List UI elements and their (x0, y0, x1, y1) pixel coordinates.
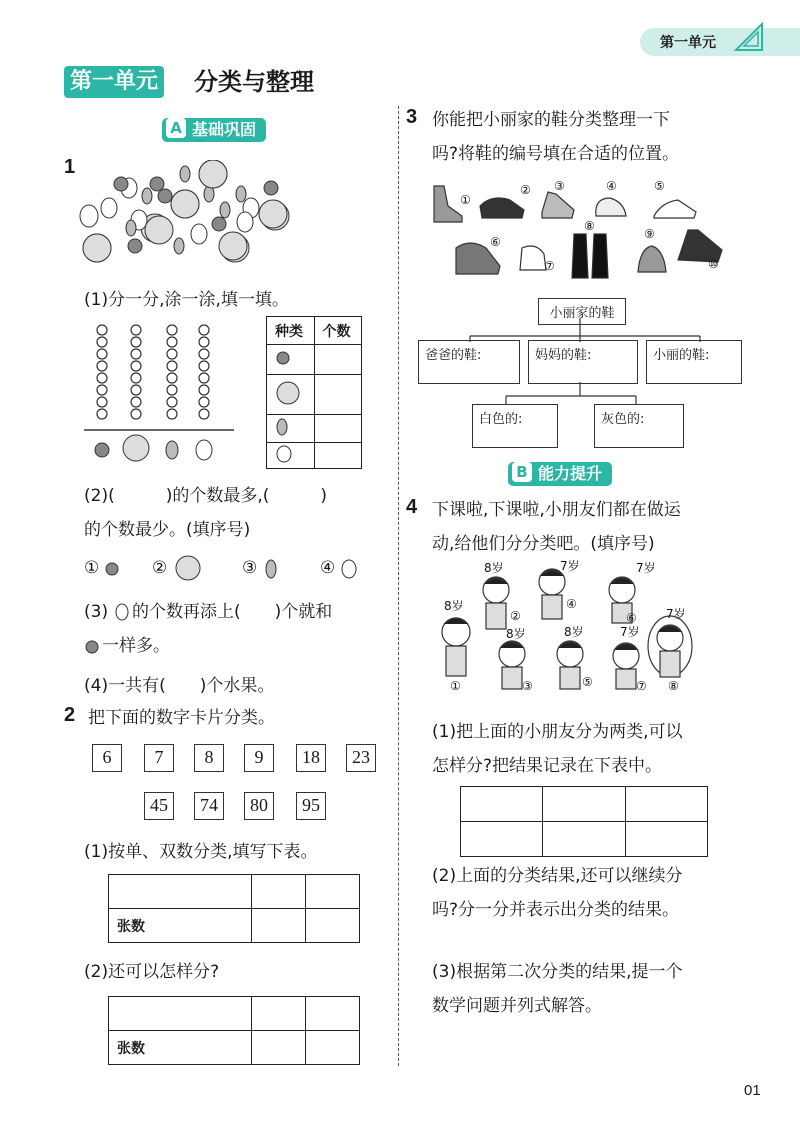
q2-number: 2 (64, 704, 76, 726)
column-2 (131, 325, 141, 419)
strawberry-icon (267, 345, 315, 375)
answer-cell[interactable] (461, 787, 543, 822)
q4-prompt-line2: 动,给他们分分类吧。(填序号) (432, 534, 655, 554)
answer-cell[interactable] (109, 875, 252, 909)
q4-part2-line2: 吗?分一分并表示出分类的结果。 (432, 900, 680, 920)
child-label: ⑧ (668, 679, 679, 693)
tree-root: 小丽家的鞋 (538, 298, 626, 325)
shoe-9 (638, 246, 666, 272)
q1-part3-end: 一样多。 (102, 636, 170, 656)
page-title: 分类与整理 (194, 68, 314, 96)
q4-number: 4 (406, 496, 418, 518)
q4-part1-line1: (1)把上面的小朋友分为两类,可以 (432, 722, 683, 742)
answer-cell[interactable] (251, 997, 305, 1031)
option-2-label: ② (152, 558, 168, 578)
answer-cell[interactable] (305, 1031, 359, 1065)
page-number: 01 (744, 1082, 761, 1099)
child-age: 7岁 (560, 560, 580, 573)
row-label: 张数 (109, 909, 252, 943)
shoe-7 (520, 246, 546, 270)
column-4 (199, 325, 209, 419)
answer-cell[interactable] (625, 822, 707, 857)
shoe-label: ⑨ (644, 227, 655, 241)
number-card: 23 (346, 744, 376, 772)
section-a-label: 基础巩固 (192, 120, 257, 139)
watermelon-icon (267, 375, 315, 415)
shoe-5 (654, 200, 696, 218)
table-header-kind: 种类 (267, 317, 315, 345)
q4-part3-line1: (3)根据第二次分类的结果,提一个 (432, 962, 683, 982)
pineapple-icon (264, 558, 278, 580)
pineapple-icon (166, 441, 178, 459)
shoe-4 (596, 198, 626, 216)
shoe-8 (572, 234, 608, 278)
answer-cell[interactable] (314, 375, 362, 415)
fruit-pile-illustration (75, 160, 375, 270)
answer-cell[interactable] (314, 415, 362, 443)
pear-icon (267, 443, 315, 469)
tree-mom-shoes[interactable]: 妈妈的鞋: (528, 340, 638, 384)
child-label: ④ (566, 597, 577, 611)
option-1-label: ① (84, 558, 100, 578)
pear-icon (114, 603, 130, 621)
section-b-letter: B (512, 462, 532, 482)
q1-part1: (1)分一分,涂一涂,填一填。 (84, 290, 289, 310)
shoe-label: ③ (554, 179, 565, 193)
answer-cell[interactable] (251, 1031, 305, 1065)
child-age: 7岁 (636, 561, 656, 575)
section-b-header (508, 462, 612, 486)
pear-icon (340, 558, 358, 580)
strawberry-icon (104, 560, 120, 578)
number-card: 45 (144, 792, 174, 820)
child-8 (648, 616, 692, 677)
ruler-triangle-icon (734, 22, 764, 52)
q1-count-table (266, 316, 362, 469)
column-3 (167, 325, 177, 419)
number-card: 95 (296, 792, 326, 820)
watermelon-icon (123, 435, 149, 461)
child-label: ⑤ (582, 675, 593, 689)
child-age: 7岁 (620, 625, 640, 639)
shoe-label: ⑦ (544, 259, 555, 273)
section-b-label: 能力提升 (538, 464, 603, 483)
shoe-1 (434, 186, 462, 222)
q4-prompt-line1: 下课啦,下课啦,小朋友们都在做运 (432, 500, 681, 520)
answer-cell[interactable] (543, 787, 625, 822)
answer-cell[interactable] (305, 875, 359, 909)
pear-icon (196, 440, 212, 460)
child-label: ⑦ (636, 679, 647, 693)
table-header-count: 个数 (314, 317, 362, 345)
q1-part3-text: 的个数再添上( )个就和 (132, 602, 333, 622)
number-card: 9 (244, 744, 274, 772)
number-card: 7 (144, 744, 174, 772)
answer-cell[interactable] (251, 909, 305, 943)
q3-prompt-line1: 你能把小丽家的鞋分类整理一下 (432, 110, 670, 130)
shoe-label: ① (460, 193, 471, 207)
pineapple-icon (267, 415, 315, 443)
child-label: ⑥ (626, 611, 637, 625)
shoe-label: ⑤ (654, 179, 665, 193)
answer-cell[interactable] (109, 997, 252, 1031)
shoe-label: ② (520, 183, 531, 197)
tree-dad-shoes[interactable]: 爸爸的鞋: (418, 340, 520, 384)
child-age: 8岁 (484, 561, 504, 575)
shoe-label: ④ (606, 179, 617, 193)
answer-cell[interactable] (314, 443, 362, 469)
child-label: ① (450, 679, 461, 693)
q3-number: 3 (406, 106, 418, 128)
q2-table-2 (108, 996, 360, 1065)
q3-prompt-line2: 吗?将鞋的编号填在合适的位置。 (432, 144, 680, 164)
answer-cell[interactable] (625, 787, 707, 822)
answer-cell[interactable] (251, 875, 305, 909)
q2-part2: (2)还可以怎样分? (84, 962, 220, 982)
child-age: 7岁 (666, 607, 686, 621)
number-card: 8 (194, 744, 224, 772)
child-5 (557, 641, 583, 689)
q4-part3-line2: 数学问题并列式解答。 (432, 996, 602, 1016)
shoe-label: ⑥ (490, 235, 501, 249)
shoe-label: ⑧ (584, 219, 595, 233)
shoe-3 (542, 192, 574, 218)
q4-table (460, 786, 708, 857)
q4-part2-line1: (2)上面的分类结果,还可以继续分 (432, 866, 683, 886)
child-age: 8岁 (444, 599, 464, 613)
child-label: ③ (522, 679, 533, 693)
strawberry-icon (84, 638, 100, 656)
q2-table-1 (108, 874, 360, 943)
q1-part2-line1: (2)( )的个数最多,( ) (84, 486, 328, 506)
answer-cell[interactable] (543, 822, 625, 857)
q1-part3-prefix: (3) (84, 602, 109, 622)
q4-part1-line2: 怎样分?把结果记录在下表中。 (432, 756, 663, 776)
children-illustration (430, 560, 700, 696)
shoe-label: ⑩ (708, 257, 719, 271)
q1-part3-line2 (84, 634, 284, 658)
child-1 (442, 618, 470, 676)
row-label: 张数 (109, 1031, 252, 1065)
number-card: 80 (244, 792, 274, 820)
child-4 (539, 569, 565, 619)
q1-part4: (4)一共有( )个水果。 (84, 676, 275, 696)
child-label: ② (510, 609, 521, 623)
watermelon-icon (174, 554, 202, 582)
strawberry-icon (95, 443, 109, 457)
number-card: 74 (194, 792, 224, 820)
tally-circles-chart (84, 322, 244, 464)
unit-badge: 第一单元 (64, 66, 164, 98)
tree-li-shoes[interactable]: 小丽的鞋: (646, 340, 742, 384)
shoe-2 (480, 198, 524, 218)
option-4-label: ④ (320, 558, 336, 578)
answer-cell[interactable] (305, 997, 359, 1031)
answer-cell[interactable] (314, 345, 362, 375)
child-age: 8岁 (564, 625, 584, 639)
q2-part1: (1)按单、双数分类,填写下表。 (84, 842, 318, 862)
child-age: 8岁 (506, 627, 526, 641)
child-2 (483, 577, 509, 629)
tree-grey-shoes[interactable]: 灰色的: (594, 404, 684, 448)
q1-number: 1 (64, 156, 76, 178)
number-card: 18 (296, 744, 326, 772)
section-a-header (162, 118, 266, 142)
column-divider (398, 106, 399, 1066)
answer-cell[interactable] (305, 909, 359, 943)
option-3-label: ③ (242, 558, 258, 578)
q1-options (84, 556, 364, 582)
shoes-illustration (426, 176, 736, 286)
unit-tab-label: 第一单元 (660, 35, 716, 51)
answer-cell[interactable] (461, 822, 543, 857)
number-card: 6 (92, 744, 122, 772)
q1-part2-line2: 的个数最少。(填序号) (84, 520, 251, 540)
section-a-letter: A (166, 118, 186, 138)
tree-white-shoes[interactable]: 白色的: (472, 404, 558, 448)
q2-prompt: 把下面的数字卡片分类。 (88, 708, 275, 728)
column-1 (97, 325, 107, 419)
q1-part3-line1 (84, 600, 384, 624)
